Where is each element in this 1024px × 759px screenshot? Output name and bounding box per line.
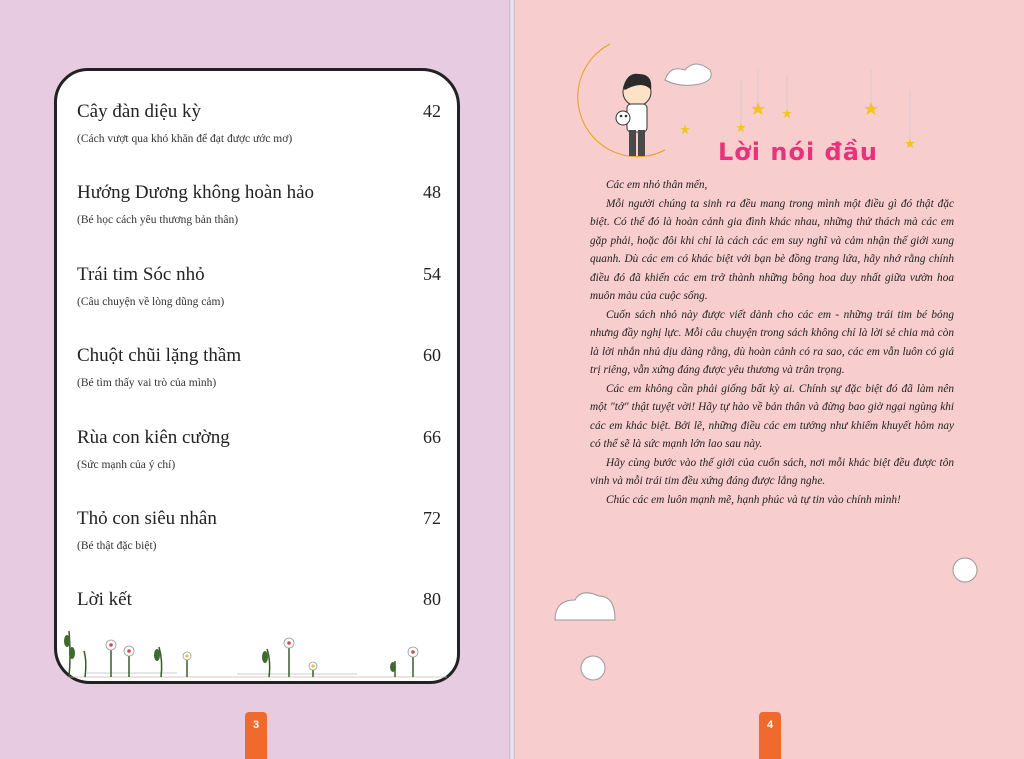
toc-entry-page: 80 bbox=[423, 589, 441, 609]
toc-entry-page: 48 bbox=[423, 182, 441, 202]
preface-paragraph: Các em nhỏ thân mến, bbox=[606, 179, 708, 191]
preface-body bbox=[590, 176, 954, 509]
preface-paragraph: Hãy cùng bước vào thế giới của cuốn sách, nơi mỗi khác biệt đều được tôn vinh và mỗi trái tim đều xứng đáng được lắng nghe. bbox=[590, 456, 954, 487]
toc-entry-title: Thỏ con siêu nhân bbox=[77, 508, 217, 529]
toc-entry-subtitle: (Câu chuyện về lòng dũng cảm) bbox=[77, 296, 225, 308]
toc-entry-title: Rùa con kiên cường bbox=[77, 427, 230, 448]
toc-entry-title: Trái tim Sóc nhỏ bbox=[77, 264, 205, 285]
toc-entry-title: Chuột chũi lặng thầm bbox=[77, 345, 242, 366]
preface-paragraph: Các em không cần phải giống bất kỳ ai. Chính sự đặc biệt đó đã làm nên một "tớ" thật tuyệt vời! Hãy tự hào về bản thân và đừng bao giờ ngại ngùng khi các em khác biệt. Bởi lẽ, những điều các em tưởng như khiếm khuyết hôm nay có thể sẽ là sức mạnh lớn lao sau này. bbox=[590, 382, 954, 450]
toc-entry-title: Cây đàn diệu kỳ bbox=[77, 101, 202, 122]
preface-title: Lời nói đầu bbox=[718, 138, 878, 166]
toc-entry-subtitle: (Sức mạnh của ý chí) bbox=[77, 459, 176, 471]
boy-character bbox=[616, 74, 651, 156]
preface-paragraph: Chúc các em luôn mạnh mẽ, hạnh phúc và tự tin vào chính mình! bbox=[606, 493, 901, 506]
preface-paragraph: Cuốn sách nhỏ này được viết dành cho các em - những trái tim bé bỏng nhưng đầy nghị lực. Mỗi câu chuyện trong sách không chỉ là lời sẻ chia mà còn là lời nhắn nhủ dịu dàng rằng, dù hoàn cảnh có ra sao, các em vẫn luôn có giá trị riêng, vẫn xứng đáng được yêu thương và trân trọng. bbox=[590, 308, 954, 376]
preface-paragraph: Mỗi người chúng ta sinh ra đều mang trong mình một điều gì đó thật đặc biệt. Có thể đó là hoàn cảnh gia đình khác nhau, những thử thách mà các em gặp phải, hoặc đôi khi chỉ là cách các em suy nghĩ và cảm nhận thế giới xung quanh. Dù các em có khác biệt với bạn bè đồng trang lứa, hãy nhớ rằng chính điều đó đã khiến các em trở thành những bông hoa duy nhất giữa vườn hoa muôn màu của cuộc sống. bbox=[590, 197, 954, 302]
toc-entry-subtitle: (Bé học cách yêu thương bản thân) bbox=[77, 214, 239, 226]
toc-entry-title: Hướng Dương không hoàn hảo bbox=[77, 182, 314, 203]
left-page bbox=[0, 0, 509, 759]
page-number-tab: 4 bbox=[759, 712, 781, 759]
toc-entry-page: 66 bbox=[423, 427, 441, 447]
toc-entry-page: 72 bbox=[423, 508, 441, 528]
page-number-tab: 3 bbox=[245, 712, 267, 759]
toc-entry-subtitle: (Cách vượt qua khó khăn để đạt được ước mơ) bbox=[77, 133, 293, 145]
toc-entry-title: Lời kết bbox=[77, 589, 132, 610]
toc-entry-page: 54 bbox=[423, 264, 441, 284]
toc-entry-page: 60 bbox=[423, 345, 441, 365]
toc-frame bbox=[54, 68, 460, 684]
toc-entry-page: 42 bbox=[423, 101, 441, 121]
flower-grass-illustration bbox=[57, 611, 457, 681]
toc-entry-subtitle: (Bé tìm thấy vai trò của mình) bbox=[77, 377, 217, 389]
toc-entry-subtitle: (Bé thật đặc biệt) bbox=[77, 540, 157, 552]
